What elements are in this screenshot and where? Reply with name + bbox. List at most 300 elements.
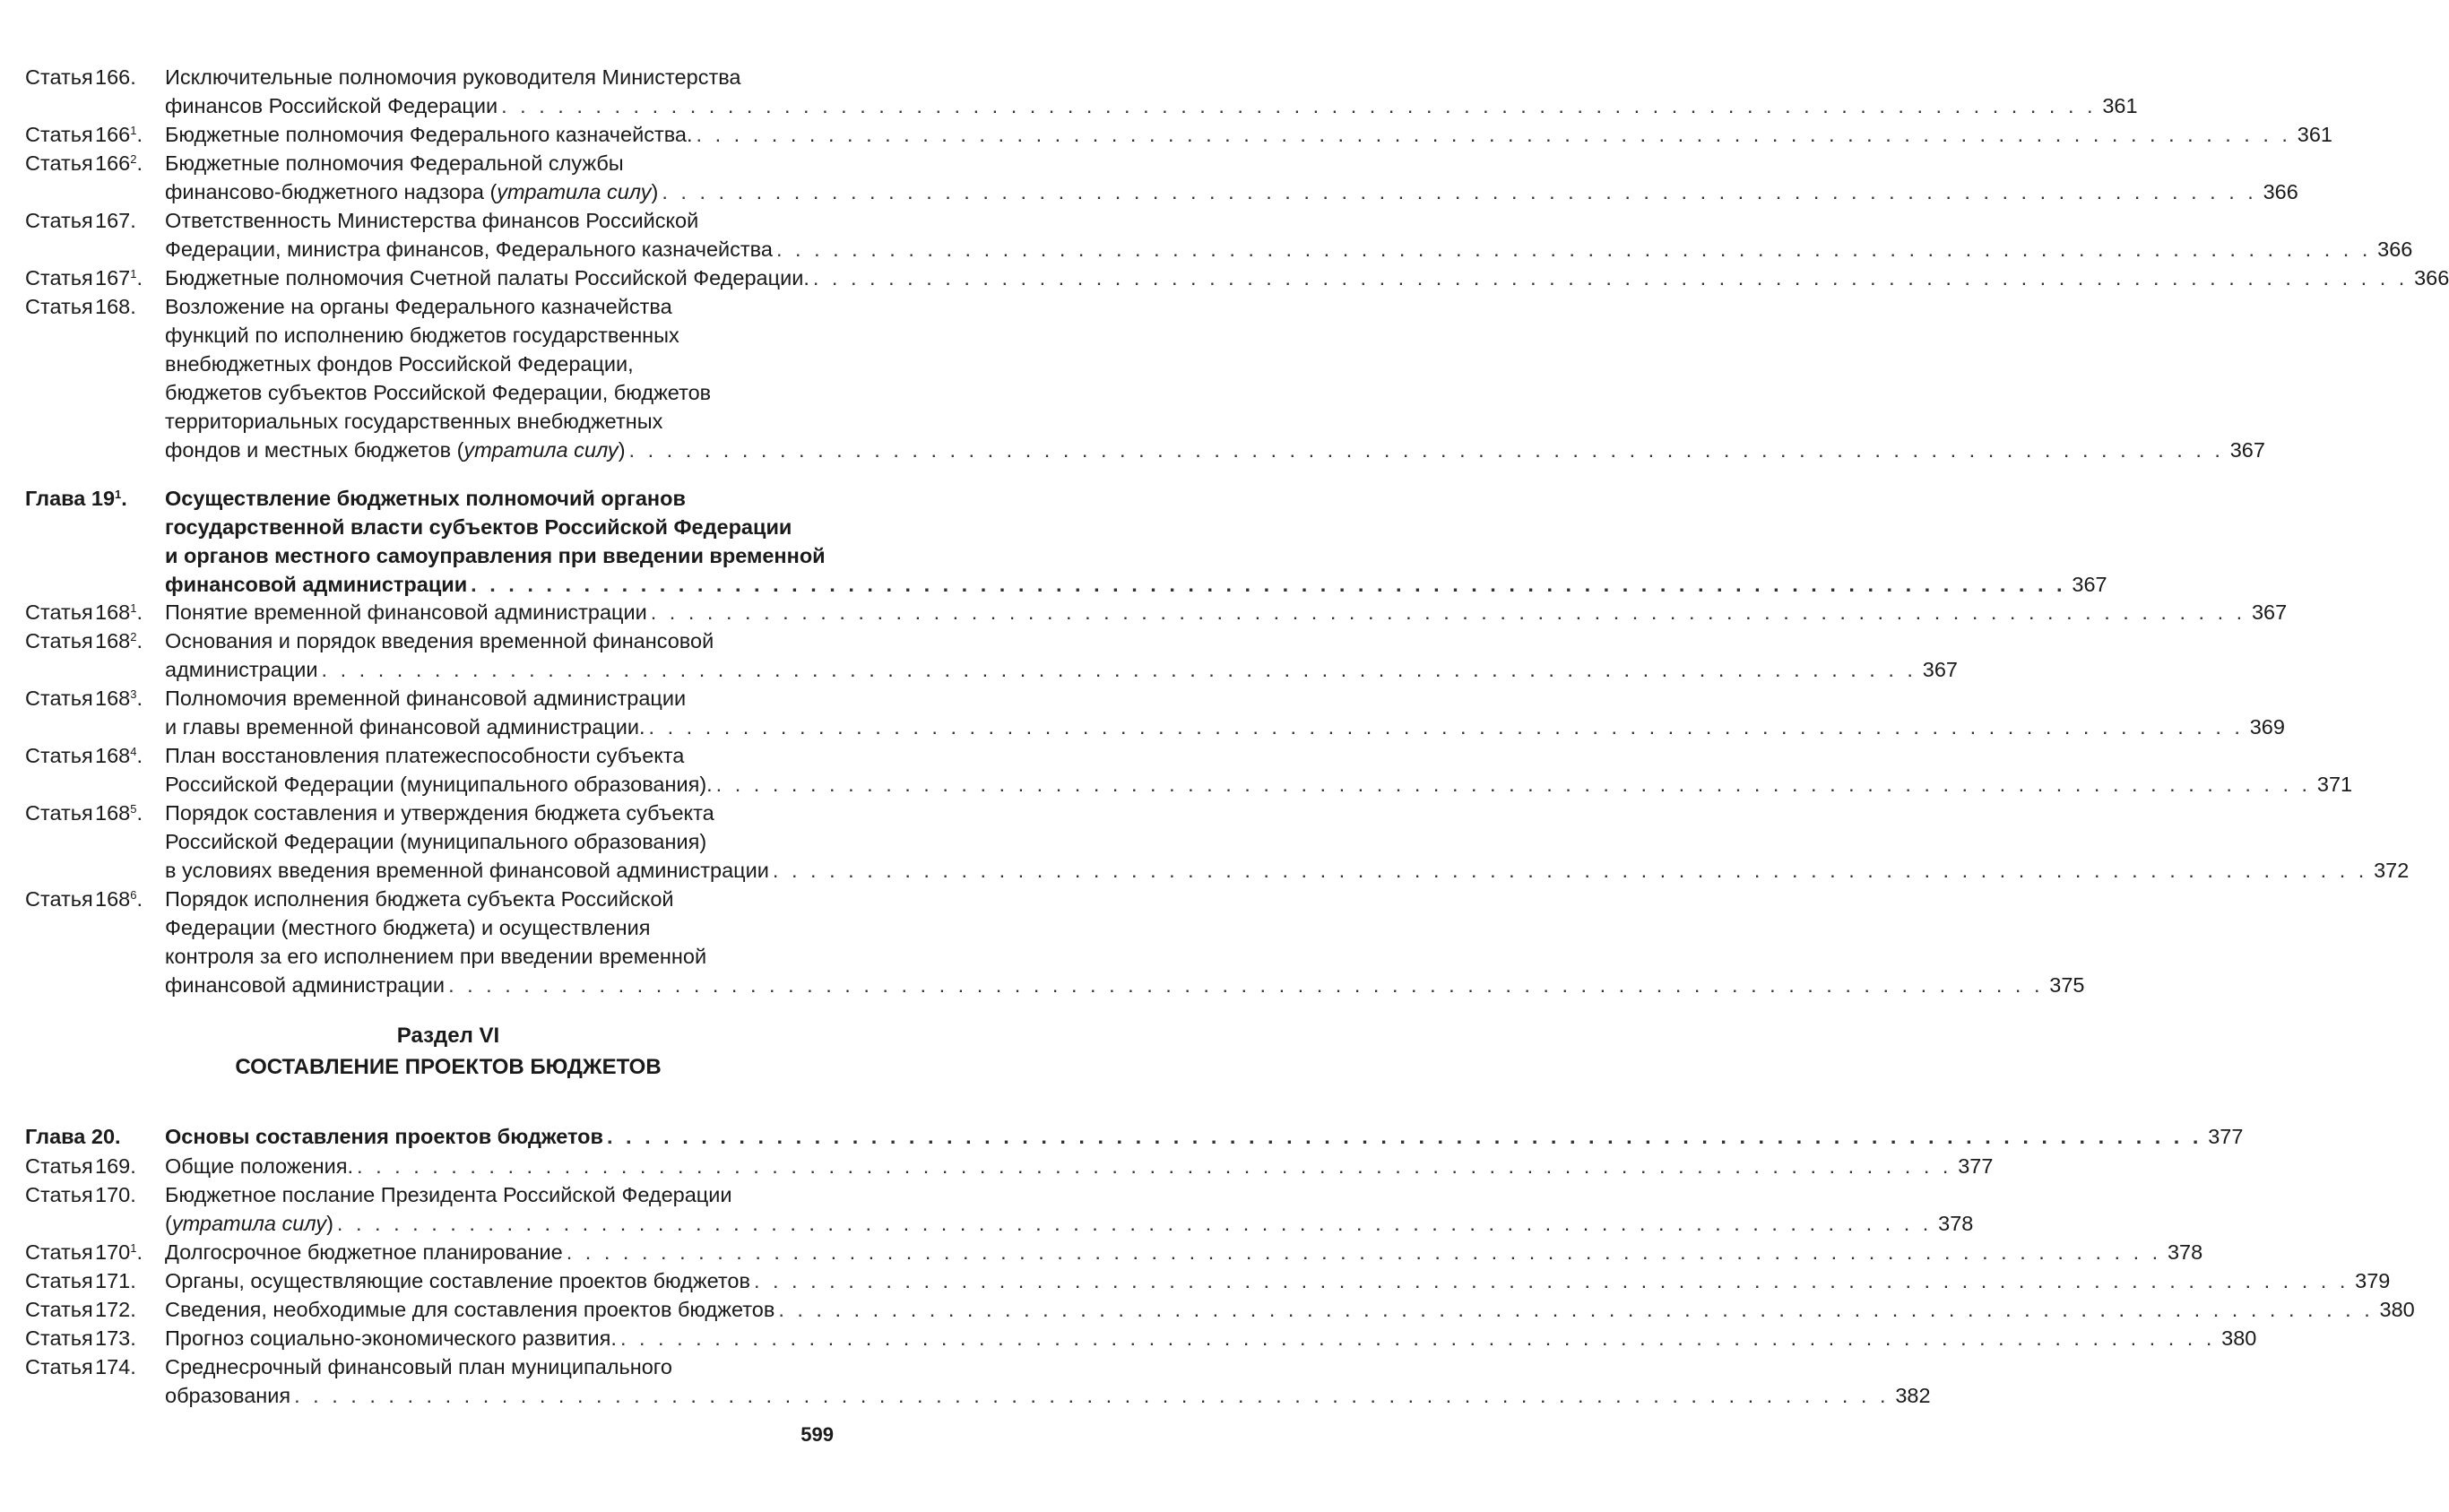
dot-leader: . . . . . . . . . . . . . . . . . . . . . . . . . . . . . . . . . . . . . . . . . . . . . . . . . . . . . . . . . . . . . . . . . . . . . . . . . . . . . . . . . . . . .: [772, 859, 2368, 882]
article-number-text: 168: [95, 801, 131, 825]
entry-text: [165, 436, 2265, 464]
article-label-word: Статья: [25, 65, 93, 89]
toc-article-entry[interactable]: [25, 120, 2332, 149]
page-ref: 382: [1895, 1384, 1931, 1407]
article-number-text: 168.: [95, 295, 136, 318]
page-ref: 378: [1938, 1212, 1974, 1235]
entry-line: [25, 713, 2285, 741]
article-label-number: [95, 684, 143, 713]
entry-text: [165, 1324, 2257, 1352]
entry-text: [165, 321, 850, 350]
article-number-text: 167: [95, 266, 131, 289]
toc-chapter-entry[interactable]: [25, 1122, 2244, 1151]
section-subtitle: СОСТАВЛЕНИЕ ПРОЕКТОВ БЮДЖЕТОВ: [235, 1055, 662, 1079]
entry-text: [165, 626, 850, 655]
article-number-text: 169.: [95, 1154, 136, 1178]
article-label-number: [95, 149, 143, 177]
entry-text: [165, 885, 850, 913]
entry-title-text: Ответственность Министерства финансов Российской: [165, 209, 699, 232]
entry-title-text: Прогноз социально-экономического развития.: [165, 1326, 617, 1350]
entry-title-text: финансово-бюджетного надзора (утратила силу): [165, 180, 659, 203]
dot-leader: . . . . . . . . . . . . . . . . . . . . . . . . . . . . . . . . . . . . . . . . . . . . . . . . . . . . . . . . . . . . . . . . . . . . . . . . . . . . . . . . . . . . .: [357, 1154, 1952, 1178]
article-number-dot: .: [136, 600, 143, 624]
dot-leader: . . . . . . . . . . . . . . . . . . . . . . . . . . . . . . . . . . . . . . . . . . . . . . . . . . . . . . . . . . . . . . . . . . . . . . . . . . . . . . . . . . . . .: [501, 94, 2097, 117]
article-label-word: Статья: [25, 629, 93, 652]
article-label: [25, 684, 143, 713]
toc-article-entry[interactable]: [25, 1324, 2257, 1352]
toc-chapter-entry[interactable]: [25, 484, 2107, 599]
article-number-dot: .: [136, 629, 143, 652]
article-number-text: 166: [95, 151, 131, 175]
entry-line: [25, 971, 2085, 999]
entry-italic-note: утратила силу: [497, 180, 652, 203]
entry-title-text: финансовой администрации: [165, 973, 446, 997]
page-ref: 361: [2297, 123, 2332, 146]
article-label-number: [95, 206, 136, 235]
entry-italic-note: утратила силу: [463, 438, 619, 462]
entry-title-text: Федерации (местного бюджета) и осуществления: [165, 916, 651, 939]
chapter-label-sup: 1: [115, 488, 122, 501]
article-label-number: [95, 63, 136, 91]
entry-title-text: Среднесрочный финансовый план муниципального: [165, 1355, 672, 1378]
chapter-label-dot: .: [121, 487, 127, 510]
article-label: [25, 1266, 136, 1295]
article-label-word: Статья: [25, 1355, 93, 1378]
entry-text: [165, 713, 2285, 741]
entry-text: [165, 149, 850, 177]
toc-article-entry[interactable]: [25, 598, 2288, 626]
entry-title-text: Общие положения.: [165, 1154, 354, 1178]
dot-leader: . . . . . . . . . . . . . . . . . . . . . . . . . . . . . . . . . . . . . . . . . . . . . . . . . . . . . . . . . . . . . . . . . . . . . . . . . . . . . . . . . . . . .: [812, 266, 2409, 289]
entry-line: [25, 913, 850, 942]
toc-block-articles-168-x: [25, 598, 2410, 999]
entry-line: [25, 799, 850, 827]
entry-line: [25, 1352, 850, 1381]
entry-text: [165, 1122, 2244, 1151]
article-number-dot: .: [136, 151, 143, 175]
toc-article-entry[interactable]: [25, 149, 2298, 206]
article-label-number: [95, 1180, 136, 1209]
article-label-number: [95, 1152, 136, 1180]
page-ref: 372: [2374, 859, 2410, 882]
entry-line: [25, 570, 2107, 599]
article-number-sup: 1: [130, 267, 137, 281]
article-number-text: 168: [95, 687, 131, 710]
entry-text: [165, 913, 850, 942]
article-label-number: [95, 1324, 136, 1352]
entry-text: [165, 292, 850, 321]
entry-title-text: Понятие временной финансовой администрации: [165, 600, 647, 624]
article-label-word: Статья: [25, 1298, 93, 1321]
entry-title-text: Российской Федерации (муниципального образования).: [165, 773, 713, 796]
article-number-dot: .: [136, 887, 143, 911]
article-number-sup: 4: [130, 745, 137, 758]
entry-text: [165, 407, 850, 436]
dot-leader: . . . . . . . . . . . . . . . . . . . . . . . . . . . . . . . . . . . . . . . . . . . . . . . . . . . . . . . . . . . . . . . . . . . . . . . . . . . . . . . . . . . . .: [336, 1212, 1933, 1235]
entry-title-text: бюджетов субъектов Российской Федерации, бюджетов: [165, 381, 712, 404]
entry-line: [25, 1295, 2415, 1324]
entry-text: [165, 378, 850, 407]
entry-title-text: Бюджетное послание Президента Российской Федерации: [165, 1183, 732, 1206]
article-number-sup: 6: [130, 888, 137, 902]
entry-title-text: государственной власти субъектов Российской Федерации: [165, 515, 792, 539]
dot-leader: . . . . . . . . . . . . . . . . . . . . . . . . . . . . . . . . . . . . . . . . . . . . . . . . . . . . . . . . . . . . . . . . . . . . . . . . . . . . . . . . . . . . .: [650, 600, 2246, 624]
entry-line: [25, 206, 850, 235]
entry-title-text: План восстановления платежеспособности субъекта: [165, 744, 685, 767]
article-number-sup: 1: [130, 124, 137, 137]
page-ref: 367: [1922, 658, 1958, 681]
article-label-number: [95, 598, 143, 626]
dot-leader: . . . . . . . . . . . . . . . . . . . . . . . . . . . . . . . . . . . . . . . . . . . . . . . . . . . . . . . . . . . . . . . . . . . . . . . . . . . . . . . . . . . . .: [566, 1240, 2162, 1264]
entry-text: [165, 541, 850, 570]
dot-leader: . . . . . . . . . . . . . . . . . . . . . . . . . . . . . . . . . . . . . . . . . . . . . . . . . . . . . . . . . . . . . . . . . . . . . . . . . . . . . . . . . . . . .: [715, 773, 2312, 796]
article-label: [25, 206, 136, 235]
entry-line: [25, 1180, 850, 1209]
article-label: [25, 1352, 136, 1381]
entry-line: [25, 484, 850, 513]
article-number-dot: .: [136, 1240, 143, 1264]
article-number-text: 166.: [95, 65, 136, 89]
article-label-word: Статья: [25, 151, 93, 175]
toc-article-entry[interactable]: [25, 206, 2413, 264]
entry-title-text: Осуществление бюджетных полномочий органов: [165, 487, 686, 510]
dot-leader: . . . . . . . . . . . . . . . . . . . . . . . . . . . . . . . . . . . . . . . . . . . . . . . . . . . . . . . . . . . . . . . . . . . . . . . . . . . . . . . . . . . . .: [662, 180, 2257, 203]
article-number-text: 166: [95, 123, 131, 146]
dot-leader: . . . . . . . . . . . . . . . . . . . . . . . . . . . . . . . . . . . . . . . . . . . . . . . . . . . . . . . . . . . . . . . . . . . . . . . . . . . . . . . . . . . . .: [606, 1125, 2202, 1148]
entry-title-text: функций по исполнению бюджетов государственных: [165, 324, 679, 347]
article-label-number: [95, 120, 143, 149]
entry-line: [25, 177, 2298, 206]
page-ref: 380: [2379, 1298, 2415, 1321]
toc-chapter-19-1: [25, 484, 2107, 599]
toc-chapter-20: [25, 1122, 2244, 1151]
toc-article-entry[interactable]: [25, 1180, 1974, 1238]
entry-text: [165, 971, 2085, 999]
entry-line: [25, 684, 850, 713]
page-ref: 371: [2316, 773, 2353, 796]
dot-leader: . . . . . . . . . . . . . . . . . . . . . . . . . . . . . . . . . . . . . . . . . . . . . . . . . . . . . . . . . . . . . . . . . . . . . . . . . . . . . . . . . . . . .: [778, 1298, 2374, 1321]
article-label-number: [95, 292, 136, 321]
entry-line: [25, 264, 2449, 292]
entry-line: [25, 378, 850, 407]
entry-text: [165, 1180, 850, 1209]
article-label: [25, 1180, 136, 1209]
entry-title-text: в условиях введения временной финансовой администрации: [165, 859, 769, 882]
entry-line: [25, 350, 850, 378]
article-label: [25, 1152, 136, 1180]
toc-article-entry[interactable]: [25, 292, 2265, 464]
article-number-text: 168: [95, 887, 131, 911]
entry-text: [165, 942, 850, 971]
entry-title-text: Основы составления проектов бюджетов: [165, 1125, 603, 1148]
article-label: [25, 799, 143, 827]
entry-title-text: контроля за его исполнением при введении временной: [165, 945, 707, 968]
toc-article-entry[interactable]: [25, 1266, 2391, 1295]
entry-text: [165, 1352, 850, 1381]
entry-title-text: образования: [165, 1384, 291, 1407]
entry-line: [25, 149, 850, 177]
article-number-text: 172.: [95, 1298, 136, 1321]
toc-article-entry[interactable]: [25, 1238, 2203, 1266]
toc-article-entry[interactable]: [25, 264, 2449, 292]
article-label-word: Статья: [25, 1183, 93, 1206]
article-label-number: [95, 1238, 143, 1266]
article-number-sup: 1: [130, 1241, 137, 1255]
article-label-word: Статья: [25, 1154, 93, 1178]
entry-title-text: Исключительные полномочия руководителя Министерства: [165, 65, 741, 89]
page-ref: 367: [2251, 600, 2288, 624]
entry-title-text: Основания и порядок введения временной финансовой: [165, 629, 714, 652]
entry-line: [25, 1238, 2203, 1266]
dot-leader: . . . . . . . . . . . . . . . . . . . . . . . . . . . . . . . . . . . . . . . . . . . . . . . . . . . . . . . . . . . . . . . . . . . . . . . . . . . . . . . . . . . . .: [753, 1269, 2349, 1292]
page-ref: 380: [2221, 1326, 2257, 1350]
entry-line: [25, 856, 2410, 885]
entry-line: [25, 321, 850, 350]
chapter-label: [25, 1122, 121, 1151]
entry-title-text: и органов местного самоуправления при введении временной: [165, 544, 826, 567]
dot-leader: . . . . . . . . . . . . . . . . . . . . . . . . . . . . . . . . . . . . . . . . . . . . . . . . . . . . . . . . . . . . . . . . . . . . . . . . . . . . . . . . . . . . .: [648, 715, 2244, 739]
article-number-sup: 1: [130, 601, 137, 615]
article-label-word: Статья: [25, 1269, 93, 1292]
dot-leader: . . . . . . . . . . . . . . . . . . . . . . . . . . . . . . . . . . . . . . . . . . . . . . . . . . . . . . . . . . . . . . . . . . . . . . . . . . . . . . . . . . . . .: [696, 123, 2291, 146]
entry-line: [25, 1122, 2244, 1151]
article-label-word: Статья: [25, 123, 93, 146]
entry-line: [25, 235, 2413, 264]
entry-line: [25, 513, 850, 541]
entry-text: [165, 120, 2332, 149]
entry-line: [25, 292, 850, 321]
article-label: [25, 292, 136, 321]
article-label-word: Статья: [25, 687, 93, 710]
article-label: [25, 264, 143, 292]
entry-line: [25, 407, 850, 436]
entry-line: [25, 1152, 1994, 1180]
article-label: [25, 63, 136, 91]
article-label: [25, 1295, 136, 1324]
entry-text: [165, 1152, 1994, 1180]
page-ref: 366: [2414, 266, 2449, 289]
article-label: [25, 885, 143, 913]
toc-article-entry[interactable]: [25, 63, 2138, 120]
article-label: [25, 598, 143, 626]
entry-text: [165, 827, 850, 856]
entry-title-text: финансов Российской Федерации: [165, 94, 498, 117]
article-number-text: 170.: [95, 1183, 136, 1206]
entry-title-text: Порядок исполнения бюджета субъекта Российской: [165, 887, 674, 911]
entry-text: [165, 206, 850, 235]
page-ref: 377: [1958, 1154, 1994, 1178]
article-label-word: Статья: [25, 600, 93, 624]
page-ref: 366: [2377, 238, 2413, 261]
page-number: 599: [800, 1423, 834, 1446]
article-label-word: Статья: [25, 1326, 93, 1350]
entry-line: [25, 436, 2265, 464]
entry-line: [25, 541, 850, 570]
toc-article-entry[interactable]: [25, 1152, 1994, 1180]
page-ref: 367: [2229, 438, 2265, 462]
entry-text: [165, 655, 1958, 684]
entry-line: [25, 655, 1958, 684]
article-label-word: Статья: [25, 887, 93, 911]
dot-leader: . . . . . . . . . . . . . . . . . . . . . . . . . . . . . . . . . . . . . . . . . . . . . . . . . . . . . . . . . . . . . . . . . . . . . . . . . . . . . . . . . . . . .: [294, 1384, 1890, 1407]
entry-text: [165, 177, 2298, 206]
entry-title-text: Бюджетные полномочия Счетной палаты Российской Федерации.: [165, 266, 809, 289]
dot-leader: . . . . . . . . . . . . . . . . . . . . . . . . . . . . . . . . . . . . . . . . . . . . . . . . . . . . . . . . . . . . . . . . . . . . . . . . . . . . . . . . . . . . .: [628, 438, 2224, 462]
entry-line: [25, 1381, 1931, 1410]
article-number-dot: .: [136, 687, 143, 710]
article-label: [25, 1324, 136, 1352]
article-number-text: 168: [95, 744, 131, 767]
article-label-number: [95, 885, 143, 913]
article-number-dot: .: [136, 801, 143, 825]
article-number-sup: 3: [130, 687, 137, 701]
article-label-number: [95, 1266, 136, 1295]
article-number-text: 168: [95, 600, 131, 624]
entry-title-text: Полномочия временной финансовой администрации: [165, 687, 687, 710]
toc-article-entry[interactable]: [25, 1295, 2415, 1324]
section-title: Раздел VI: [396, 1024, 500, 1048]
toc-block-articles-166-168: [25, 63, 2449, 464]
entry-line: [25, 770, 2353, 799]
page-ref: 361: [2102, 94, 2138, 117]
entry-text: [165, 1295, 2415, 1324]
dot-leader: . . . . . . . . . . . . . . . . . . . . . . . . . . . . . . . . . . . . . . . . . . . . . . . . . . . . . . . . . . . . . . . . . . . . . . . . . . . . . . . . . . . . .: [775, 238, 2372, 261]
article-label-number: [95, 799, 143, 827]
article-number-text: 173.: [95, 1326, 136, 1350]
entry-title-text: Долгосрочное бюджетное планирование: [165, 1240, 563, 1264]
entry-line: [25, 741, 850, 770]
article-number-sup: 5: [130, 802, 137, 816]
entry-line: [25, 120, 2332, 149]
entry-title-text: Сведения, необходимые для составления проектов бюджетов: [165, 1298, 775, 1321]
entry-italic-note: утратила силу: [171, 1212, 327, 1235]
entry-line: [25, 827, 850, 856]
chapter-label: [25, 484, 127, 513]
entry-close-paren: ): [651, 180, 659, 203]
article-number-dot: .: [136, 123, 143, 146]
page-ref: 379: [2355, 1269, 2391, 1292]
entry-text: [165, 1381, 1931, 1410]
entry-line: [25, 626, 850, 655]
entry-text: [165, 856, 2410, 885]
entry-line: [25, 942, 850, 971]
entry-title-text: Федерации, министра финансов, Федерального казначейства: [165, 238, 773, 261]
entry-title-text: Российской Федерации (муниципального образования): [165, 830, 707, 853]
article-label-word: Статья: [25, 801, 93, 825]
article-label-number: [95, 626, 143, 655]
entry-text: [165, 741, 850, 770]
article-label-number: [95, 264, 143, 292]
entry-text: [165, 1209, 1974, 1238]
entry-title-text: Бюджетные полномочия Федеральной службы: [165, 151, 624, 175]
entry-text: [165, 91, 2138, 120]
toc-article-entry[interactable]: [25, 1352, 1931, 1410]
entry-title-text: Порядок составления и утверждения бюджета субъекта: [165, 801, 714, 825]
dot-leader: . . . . . . . . . . . . . . . . . . . . . . . . . . . . . . . . . . . . . . . . . . . . . . . . . . . . . . . . . . . . . . . . . . . . . . . . . . . . . . . . . . . . .: [448, 973, 2044, 997]
entry-text: [165, 350, 850, 378]
article-label: [25, 120, 143, 149]
page-ref: 378: [2167, 1240, 2203, 1264]
entry-line: [25, 1324, 2257, 1352]
toc-block-articles-169-174: [25, 1152, 2415, 1410]
toc-article-entry[interactable]: [25, 741, 2353, 799]
toc-article-entry[interactable]: [25, 684, 2285, 741]
entry-line: [25, 91, 2138, 120]
chapter-label-text: Глава 20.: [25, 1125, 121, 1148]
toc-article-entry[interactable]: [25, 799, 2410, 885]
entry-text: [165, 1266, 2391, 1295]
article-number-dot: .: [136, 744, 143, 767]
article-label-word: Статья: [25, 1240, 93, 1264]
page-ref: 377: [2208, 1125, 2244, 1148]
article-label: [25, 741, 143, 770]
article-label-word: Статья: [25, 744, 93, 767]
entry-title-text: Органы, осуществляющие составление проектов бюджетов: [165, 1269, 750, 1292]
article-label-word: Статья: [25, 295, 93, 318]
entry-line: [25, 1209, 1974, 1238]
article-number-text: 174.: [95, 1355, 136, 1378]
dot-leader: . . . . . . . . . . . . . . . . . . . . . . . . . . . . . . . . . . . . . . . . . . . . . . . . . . . . . . . . . . . . . . . . . . . . . . . . . . . . . . . . . . . . .: [321, 658, 1917, 681]
article-label-number: [95, 741, 143, 770]
entry-text: [165, 63, 850, 91]
entry-text: [165, 264, 2449, 292]
article-number-text: 171.: [95, 1269, 136, 1292]
entry-line: [25, 598, 2288, 626]
article-number-text: 168: [95, 629, 131, 652]
entry-title-text: и главы временной финансовой администрации.: [165, 715, 645, 739]
page-ref: 375: [2049, 973, 2085, 997]
entry-title-text: (утратила силу): [165, 1212, 333, 1235]
entry-title-text: фондов и местных бюджетов (утратила силу): [165, 438, 626, 462]
dot-leader: . . . . . . . . . . . . . . . . . . . . . . . . . . . . . . . . . . . . . . . . . . . . . . . . . . . . . . . . . . . . . . . . . . . . . . . . . . . . . . . . . . . . .: [471, 573, 2066, 596]
entry-close-paren: ): [326, 1212, 333, 1235]
article-number-sup: 2: [130, 152, 137, 166]
entry-text: [165, 1238, 2203, 1266]
entry-text: [165, 513, 850, 541]
article-label-number: [95, 1352, 136, 1381]
entry-text: [165, 570, 2107, 599]
article-label: [25, 626, 143, 655]
article-number-dot: .: [136, 266, 143, 289]
page-ref: 366: [2263, 180, 2298, 203]
entry-text: [165, 684, 850, 713]
article-label: [25, 149, 143, 177]
entry-title-text: Возложение на органы Федерального казначейства: [165, 295, 672, 318]
entry-title-text: территориальных государственных внебюджетных: [165, 410, 663, 433]
entry-line: [25, 1266, 2391, 1295]
toc-article-entry[interactable]: [25, 626, 1958, 684]
entry-text: [165, 770, 2353, 799]
page-ref: 369: [2249, 715, 2285, 739]
article-number-text: 167.: [95, 209, 136, 232]
page-ref: 367: [2072, 573, 2107, 596]
entry-title-text: администрации: [165, 658, 318, 681]
entry-title-text: внебюджетных фондов Российской Федерации,: [165, 352, 634, 376]
entry-text: [165, 235, 2413, 264]
article-number-text: 170: [95, 1240, 131, 1264]
entry-close-paren: ): [618, 438, 626, 462]
chapter-label-text: Глава 19: [25, 487, 116, 510]
article-label: [25, 1238, 143, 1266]
toc-article-entry[interactable]: [25, 885, 2085, 999]
article-label-word: Статья: [25, 209, 93, 232]
entry-title-text: Бюджетные полномочия Федерального казначейства.: [165, 123, 693, 146]
article-label-number: [95, 1295, 136, 1324]
entry-line: [25, 885, 850, 913]
entry-line: [25, 63, 850, 91]
dot-leader: . . . . . . . . . . . . . . . . . . . . . . . . . . . . . . . . . . . . . . . . . . . . . . . . . . . . . . . . . . . . . . . . . . . . . . . . . . . . . . . . . . . . .: [619, 1326, 2216, 1350]
entry-text: [165, 598, 2288, 626]
